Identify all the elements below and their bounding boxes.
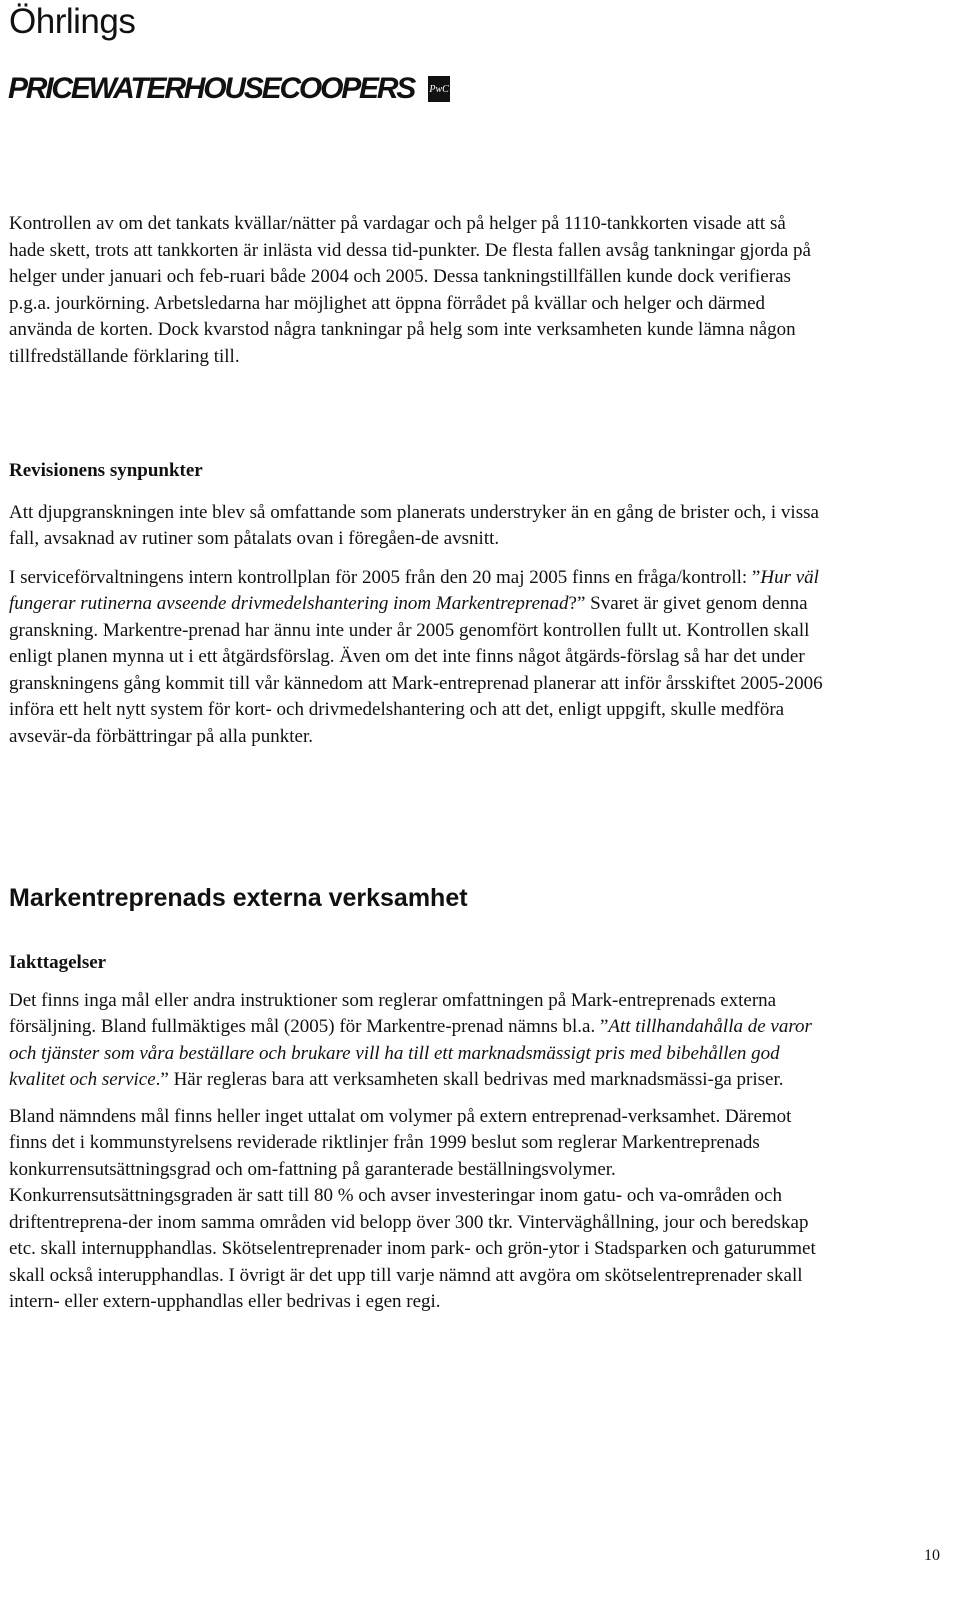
- italic-quote: Hur väl fungerar rutinerna avseende drivmedelshantering inom Markentreprenad: [9, 566, 819, 614]
- text-span: .” Här regleras bara att verksamheten skall bedrivas med marknadsmässi-ga priser.: [155, 1069, 784, 1090]
- page-number: 10: [924, 1547, 940, 1564]
- paragraph-tankning: [9, 211, 824, 370]
- firm-name-logo: Öhrlings: [9, 2, 136, 41]
- seal-icon: PwC: [428, 76, 450, 102]
- brand-logo: [8, 64, 450, 114]
- paragraph-external-1: [9, 988, 824, 1094]
- section-title-external: Markentreprenads externa verksamhet: [9, 884, 468, 912]
- italic-quote: Att tillhandahålla de varor och tjänster som våra beställare och brukare vill ha till ett marknadsmässigt pris med bibehållen god kvalitet och service: [9, 1016, 812, 1090]
- brand-logo-text: PRICEWATERHOUSECOOPERS: [8, 72, 415, 105]
- paragraph-revision-2: [9, 565, 824, 751]
- paragraph-external-2: Bland nämndens mål finns heller inget uttalat om volymer på extern entreprenad-verksamhet. Däremot finns det i kommunstyrelsens reviderade riktlinjer från 1999 beslut som reglerar Markentreprenads konkurrensutsättningsgrad och om-fattning på garanterade beställningsvolymer. Konkurrensutsättningsgraden är satt till 80 % och avser investeringar inom gatu- och va-områden och driftentreprena-der inom samma områden vid belopp över 300 tkr. Vinterväghållning, jour och beredskap etc. skall internupphandlas. Skötselentreprenader inom park- och grön-ytor i Stadsparken och gaturummet skall också interupphandlas. I övrigt är det upp till varje nämnd att avgöra om skötselentreprenader skall intern- eller extern-upphandlas eller bedrivas i egen regi.: [9, 1105, 816, 1312]
- text-span: ?” Svaret är givet genom denna granskning. Markentre-prenad har ännu inte under år 2005 genomfört kontrollen fullt ut. Kontrollen skall enligt planen mynna ut i ett åtgärdsförslag. Även om det inte finns något åtgärds-förslag så har det under granskningens gång kommit till vår kännedom att Mark-entreprenad planerar att inför årsskiftet 2005-2006 införa ett helt nytt system för kort- och drivmedelshantering och att det, enligt uppgift, skulle medföra avsevär-da förbättringar på alla punkter.: [9, 593, 823, 747]
- subheading-iakttagelser: Iakttagelser: [9, 952, 107, 973]
- section-heading-revision: Revisionens synpunkter: [9, 460, 203, 481]
- paragraph-revision-1: Att djupgranskningen inte blev så omfattande som planerats understryker än en gång de brister och, i vissa fall, avsaknad av rutiner som påtalats ovan i föregåen-de avsnitt.: [9, 501, 819, 549]
- section-revision: [9, 458, 824, 750]
- text-span: Det finns inga mål eller andra instruktioner som reglerar omfattningen på Mark-entreprenads externa försäljning. Bland fullmäktiges mål (2005) för Markentre-prenad nämns bl.a. ”: [9, 989, 777, 1037]
- paragraph-text: Kontrollen av om det tankats kvällar/nätter på vardagar och på helger på 1110-tankkorten visade att så hade skett, trots att tankkorten är inlästa vid dessa tid-punkter. De flesta fallen avsåg tankningar gjorda på helger under januari och feb-ruari både 2004 och 2005. Dessa tankningstillfällen kunde dock verifieras p.g.a. jourkörning. Arbetsledarna har möjlighet att öppna förrådet på kvällar och helger och därmed använda de korten. Dock kvarstod några tankningar på helg som inte verksamheten kunde lämna någon tillfredställande förklaring till.: [9, 213, 811, 367]
- section-external: [9, 950, 824, 1316]
- text-span: I serviceförvaltningens intern kontrollplan för 2005 från den 20 maj 2005 finns en fråga/kontroll: ”: [9, 566, 761, 588]
